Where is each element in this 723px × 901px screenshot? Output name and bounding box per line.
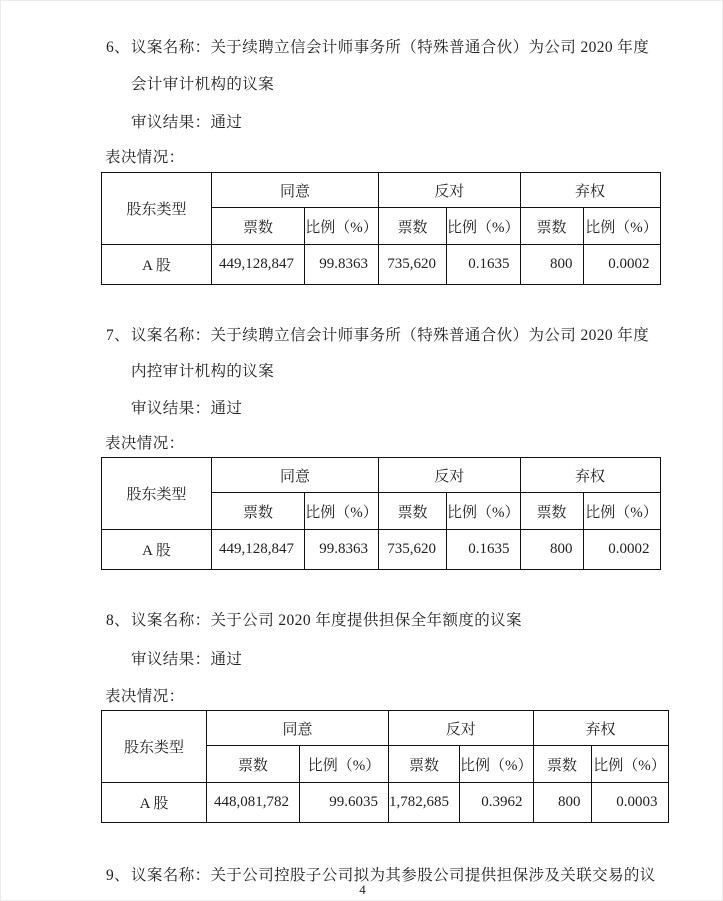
cell-agree-pct: 99.8363: [305, 530, 379, 570]
cell-abstain-pct: 0.0002: [583, 245, 660, 285]
subheader-against-pct: 比例（%）: [460, 746, 534, 783]
cell-against-pct: 0.1635: [447, 530, 521, 570]
proposal-6-title-line2: 会计审计机构的议案: [131, 76, 275, 93]
cell-agree-votes: 449,128,847: [212, 245, 305, 285]
cell-against-pct: 0.1635: [447, 245, 521, 285]
subheader-abstain-pct: 比例（%）: [583, 208, 660, 245]
proposal-9-title-text: 议案名称：关于公司控股子公司拟为其参股公司提供担保涉及关联交易的议: [131, 867, 656, 884]
header-agree: 同意: [212, 458, 379, 493]
header-against: 反对: [379, 458, 521, 493]
subheader-agree-pct: 比例（%）: [300, 746, 389, 783]
proposal-6-title-text: 议案名称：关于续聘立信会计师事务所（特殊普通合伙）为公司 2020 年度: [131, 39, 650, 56]
cell-agree-votes: 448,081,782: [207, 783, 300, 823]
proposal-8-vote-table: [101, 710, 669, 823]
header-abstain: 弃权: [520, 458, 660, 493]
proposal-8-result: 审议结果：通过: [131, 651, 243, 668]
proposal-8-title-text: 议案名称：关于公司 2020 年度提供担保全年额度的议案: [131, 612, 522, 629]
proposal-7-vote-table: [101, 457, 661, 570]
proposal-7-title-line2: 内控审计机构的议案: [131, 363, 275, 380]
header-shareholder-type: 股东类型: [102, 458, 212, 530]
cell-agree-pct: 99.8363: [305, 245, 379, 285]
cell-against-votes: 1,782,685: [389, 783, 460, 823]
subheader-abstain-votes: 票数: [520, 493, 583, 530]
table-row: [102, 530, 661, 570]
cell-shareholder-type: A 股: [102, 783, 207, 823]
cell-abstain-votes: 800: [533, 783, 591, 823]
subheader-agree-pct: 比例（%）: [305, 208, 379, 245]
subheader-abstain-pct: 比例（%）: [591, 746, 668, 783]
table-row: [102, 783, 669, 823]
subheader-against-votes: 票数: [379, 493, 447, 530]
subheader-abstain-pct: 比例（%）: [583, 493, 660, 530]
header-agree: 同意: [212, 173, 379, 208]
proposal-8-number: 8、: [106, 612, 131, 629]
subheader-abstain-votes: 票数: [533, 746, 591, 783]
proposal-8-title-line1: [106, 612, 522, 631]
subheader-abstain-votes: 票数: [520, 208, 583, 245]
subheader-against-pct: 比例（%）: [447, 208, 521, 245]
cell-abstain-pct: 0.0003: [591, 783, 668, 823]
cell-abstain-pct: 0.0002: [583, 530, 660, 570]
header-shareholder-type: 股东类型: [102, 711, 207, 783]
cell-against-votes: 735,620: [379, 530, 447, 570]
proposal-7-result: 审议结果：通过: [131, 400, 243, 417]
proposal-7-title-line1: [106, 327, 649, 346]
proposal-6-vote-label: 表决情况：: [105, 149, 185, 166]
page-number: 4: [359, 882, 366, 897]
proposal-6-number: 6、: [106, 39, 131, 56]
proposal-6-vote-table: [101, 172, 661, 285]
subheader-agree-votes: 票数: [212, 208, 305, 245]
subheader-against-votes: 票数: [379, 208, 447, 245]
cell-shareholder-type: A 股: [102, 530, 212, 570]
cell-agree-votes: 449,128,847: [212, 530, 305, 570]
cell-against-votes: 735,620: [379, 245, 447, 285]
header-abstain: 弃权: [520, 173, 660, 208]
cell-shareholder-type: A 股: [102, 245, 212, 285]
proposal-7-title-text: 议案名称：关于续聘立信会计师事务所（特殊普通合伙）为公司 2020 年度: [131, 327, 650, 344]
proposal-7-number: 7、: [106, 327, 131, 344]
proposal-9-number: 9、: [106, 867, 131, 884]
subheader-agree-votes: 票数: [212, 493, 305, 530]
proposal-6-title-line1: [106, 39, 649, 58]
subheader-against-votes: 票数: [389, 746, 460, 783]
proposal-6-result: 审议结果：通过: [131, 114, 243, 131]
cell-agree-pct: 99.6035: [300, 783, 389, 823]
subheader-agree-votes: 票数: [207, 746, 300, 783]
proposal-7-vote-label: 表决情况：: [105, 435, 185, 452]
cell-against-pct: 0.3962: [460, 783, 534, 823]
table-row: [102, 245, 661, 285]
subheader-agree-pct: 比例（%）: [305, 493, 379, 530]
proposal-8-vote-label: 表决情况：: [105, 688, 185, 705]
header-against: 反对: [389, 711, 534, 746]
header-agree: 同意: [207, 711, 389, 746]
subheader-against-pct: 比例（%）: [447, 493, 521, 530]
header-shareholder-type: 股东类型: [102, 173, 212, 245]
cell-abstain-votes: 800: [520, 245, 583, 285]
cell-abstain-votes: 800: [520, 530, 583, 570]
header-against: 反对: [379, 173, 521, 208]
header-abstain: 弃权: [533, 711, 668, 746]
